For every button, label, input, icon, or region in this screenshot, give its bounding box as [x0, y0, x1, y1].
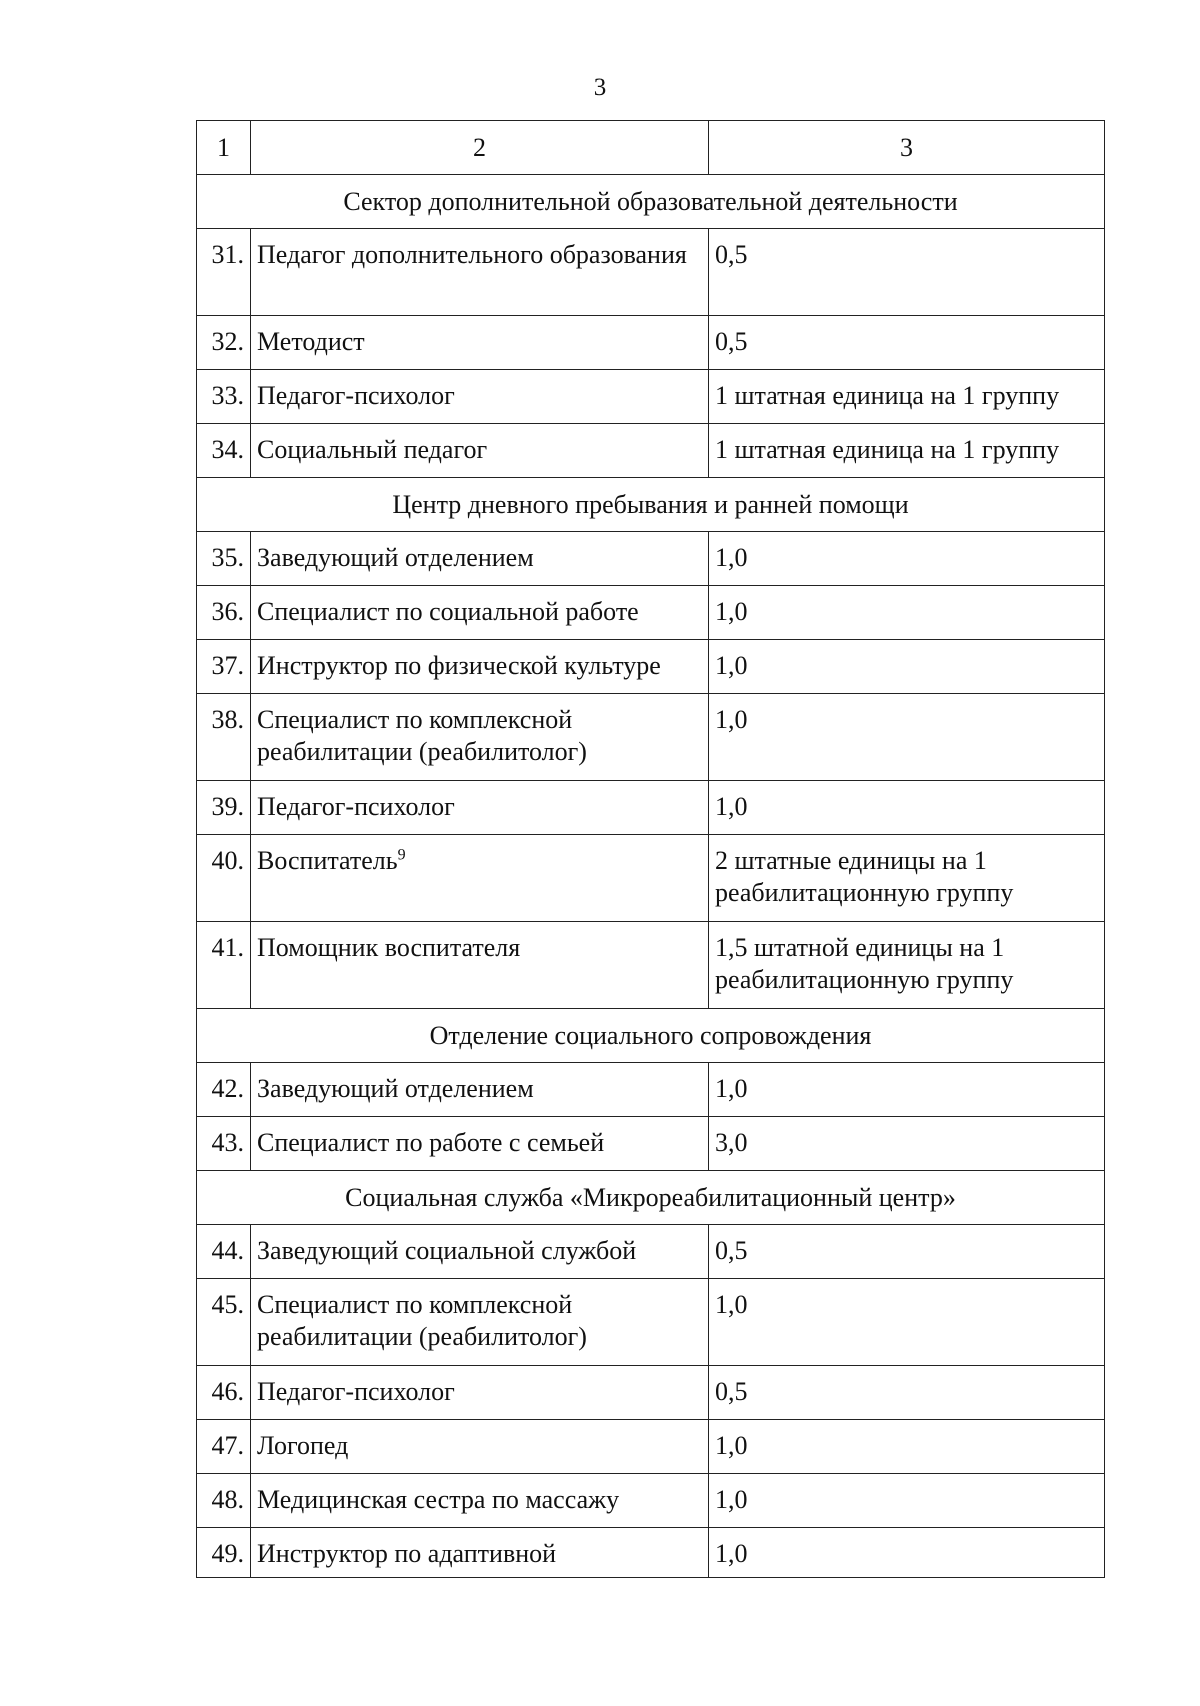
position-name-cell — [251, 1279, 709, 1366]
row-number: 40. — [197, 835, 251, 922]
position-name-cell — [251, 1063, 709, 1117]
table-row — [197, 1420, 1105, 1474]
position-name: Специалист по работе с семьей — [257, 1128, 605, 1157]
column-number-2: 2 — [251, 121, 709, 175]
staff-units-value: 0,5 — [709, 229, 1105, 316]
row-number: 42. — [197, 1063, 251, 1117]
position-name: Педагог-психолог — [257, 792, 455, 821]
row-number: 44. — [197, 1225, 251, 1279]
staff-units-value: 1,0 — [709, 694, 1105, 781]
table-row — [197, 694, 1105, 781]
position-name: Медицинская сестра по массажу — [257, 1485, 620, 1514]
staff-units-value: 1,0 — [709, 532, 1105, 586]
position-name: Специалист по комплексной реабилитации (реабилитолог) — [257, 705, 587, 766]
position-name-cell — [251, 1225, 709, 1279]
staff-units-value: 0,5 — [709, 1225, 1105, 1279]
row-number: 36. — [197, 586, 251, 640]
staff-units-value: 1,0 — [709, 1528, 1105, 1578]
staff-units-value: 1,0 — [709, 1063, 1105, 1117]
row-number: 46. — [197, 1366, 251, 1420]
position-name: Специалист по социальной работе — [257, 597, 639, 626]
table-row — [197, 1366, 1105, 1420]
staff-units-value: 1,0 — [709, 1279, 1105, 1366]
row-number: 48. — [197, 1474, 251, 1528]
row-number: 49. — [197, 1528, 251, 1578]
section-header-row — [197, 478, 1105, 532]
position-name: Заведующий социальной службой — [257, 1236, 637, 1265]
staff-units-value: 1,5 штатной единицы на 1 реабилитационную группу — [709, 922, 1105, 1009]
row-number: 32. — [197, 316, 251, 370]
position-name: Логопед — [257, 1431, 349, 1460]
position-name-cell — [251, 922, 709, 1009]
position-name-cell — [251, 1528, 709, 1578]
position-name: Инструктор по физической культуре — [257, 651, 661, 680]
position-name: Педагог-психолог — [257, 381, 455, 410]
staff-units-value: 1,0 — [709, 586, 1105, 640]
staff-units-value: 1 штатная единица на 1 группу — [709, 370, 1105, 424]
position-name: Инструктор по адаптивной — [257, 1539, 557, 1568]
row-number: 33. — [197, 370, 251, 424]
row-number: 35. — [197, 532, 251, 586]
section-title: Сектор дополнительной образовательной деятельности — [197, 175, 1105, 229]
position-name-cell — [251, 1117, 709, 1171]
row-number: 43. — [197, 1117, 251, 1171]
position-name: Методист — [257, 327, 365, 356]
table-row — [197, 1063, 1105, 1117]
row-number: 31. — [197, 229, 251, 316]
position-name: Воспитатель — [257, 846, 398, 875]
table-row — [197, 781, 1105, 835]
position-name: Социальный педагог — [257, 435, 488, 464]
row-number: 47. — [197, 1420, 251, 1474]
row-number: 37. — [197, 640, 251, 694]
table-row — [197, 1279, 1105, 1366]
position-name-cell — [251, 424, 709, 478]
page-number: 3 — [593, 74, 607, 101]
row-number: 39. — [197, 781, 251, 835]
table-row — [197, 370, 1105, 424]
row-number: 38. — [197, 694, 251, 781]
table-row — [197, 1474, 1105, 1528]
table-row — [197, 424, 1105, 478]
position-name-cell — [251, 1420, 709, 1474]
staff-units-value: 0,5 — [709, 1366, 1105, 1420]
row-number: 41. — [197, 922, 251, 1009]
staff-units-value: 1,0 — [709, 781, 1105, 835]
position-name: Заведующий отделением — [257, 1074, 534, 1103]
row-number: 34. — [197, 424, 251, 478]
staff-units-value: 2 штатные единицы на 1 реабилитационную группу — [709, 835, 1105, 922]
position-name-cell — [251, 1366, 709, 1420]
position-name: Заведующий отделением — [257, 543, 534, 572]
section-title: Центр дневного пребывания и ранней помощи — [197, 478, 1105, 532]
staffing-table — [196, 120, 1105, 1578]
table-row — [197, 640, 1105, 694]
staff-units-value: 1,0 — [709, 1474, 1105, 1528]
position-name-cell — [251, 1474, 709, 1528]
column-number-3: 3 — [709, 121, 1105, 175]
table-row — [197, 1117, 1105, 1171]
position-name-cell — [251, 694, 709, 781]
table-row — [197, 229, 1105, 316]
position-name-cell — [251, 586, 709, 640]
table-row — [197, 316, 1105, 370]
position-name: Педагог-психолог — [257, 1377, 455, 1406]
position-name-cell — [251, 316, 709, 370]
staff-units-value: 0,5 — [709, 316, 1105, 370]
staff-units-value: 1,0 — [709, 640, 1105, 694]
section-header-row — [197, 1171, 1105, 1225]
section-header-row — [197, 1009, 1105, 1063]
position-name-cell — [251, 835, 709, 922]
column-number-header-row — [197, 121, 1105, 175]
position-name-cell — [251, 370, 709, 424]
footnote-marker: 9 — [397, 846, 406, 864]
section-title: Социальная служба «Микрореабилитационный центр» — [197, 1171, 1105, 1225]
column-number-1: 1 — [197, 121, 251, 175]
position-name-cell — [251, 781, 709, 835]
staffing-table-body — [197, 121, 1105, 1578]
table-row — [197, 532, 1105, 586]
position-name: Специалист по комплексной реабилитации (реабилитолог) — [257, 1290, 587, 1351]
position-name-cell — [251, 640, 709, 694]
position-name: Педагог дополнительного образования — [257, 240, 687, 269]
table-row — [197, 1528, 1105, 1578]
table-row — [197, 586, 1105, 640]
section-header-row — [197, 175, 1105, 229]
table-row — [197, 922, 1105, 1009]
staff-units-value: 1 штатная единица на 1 группу — [709, 424, 1105, 478]
staff-units-value: 1,0 — [709, 1420, 1105, 1474]
position-name-cell — [251, 229, 709, 316]
staff-units-value: 3,0 — [709, 1117, 1105, 1171]
position-name: Помощник воспитателя — [257, 933, 521, 962]
section-title: Отделение социального сопровождения — [197, 1009, 1105, 1063]
position-name-cell — [251, 532, 709, 586]
table-row — [197, 1225, 1105, 1279]
table-row — [197, 835, 1105, 922]
row-number: 45. — [197, 1279, 251, 1366]
